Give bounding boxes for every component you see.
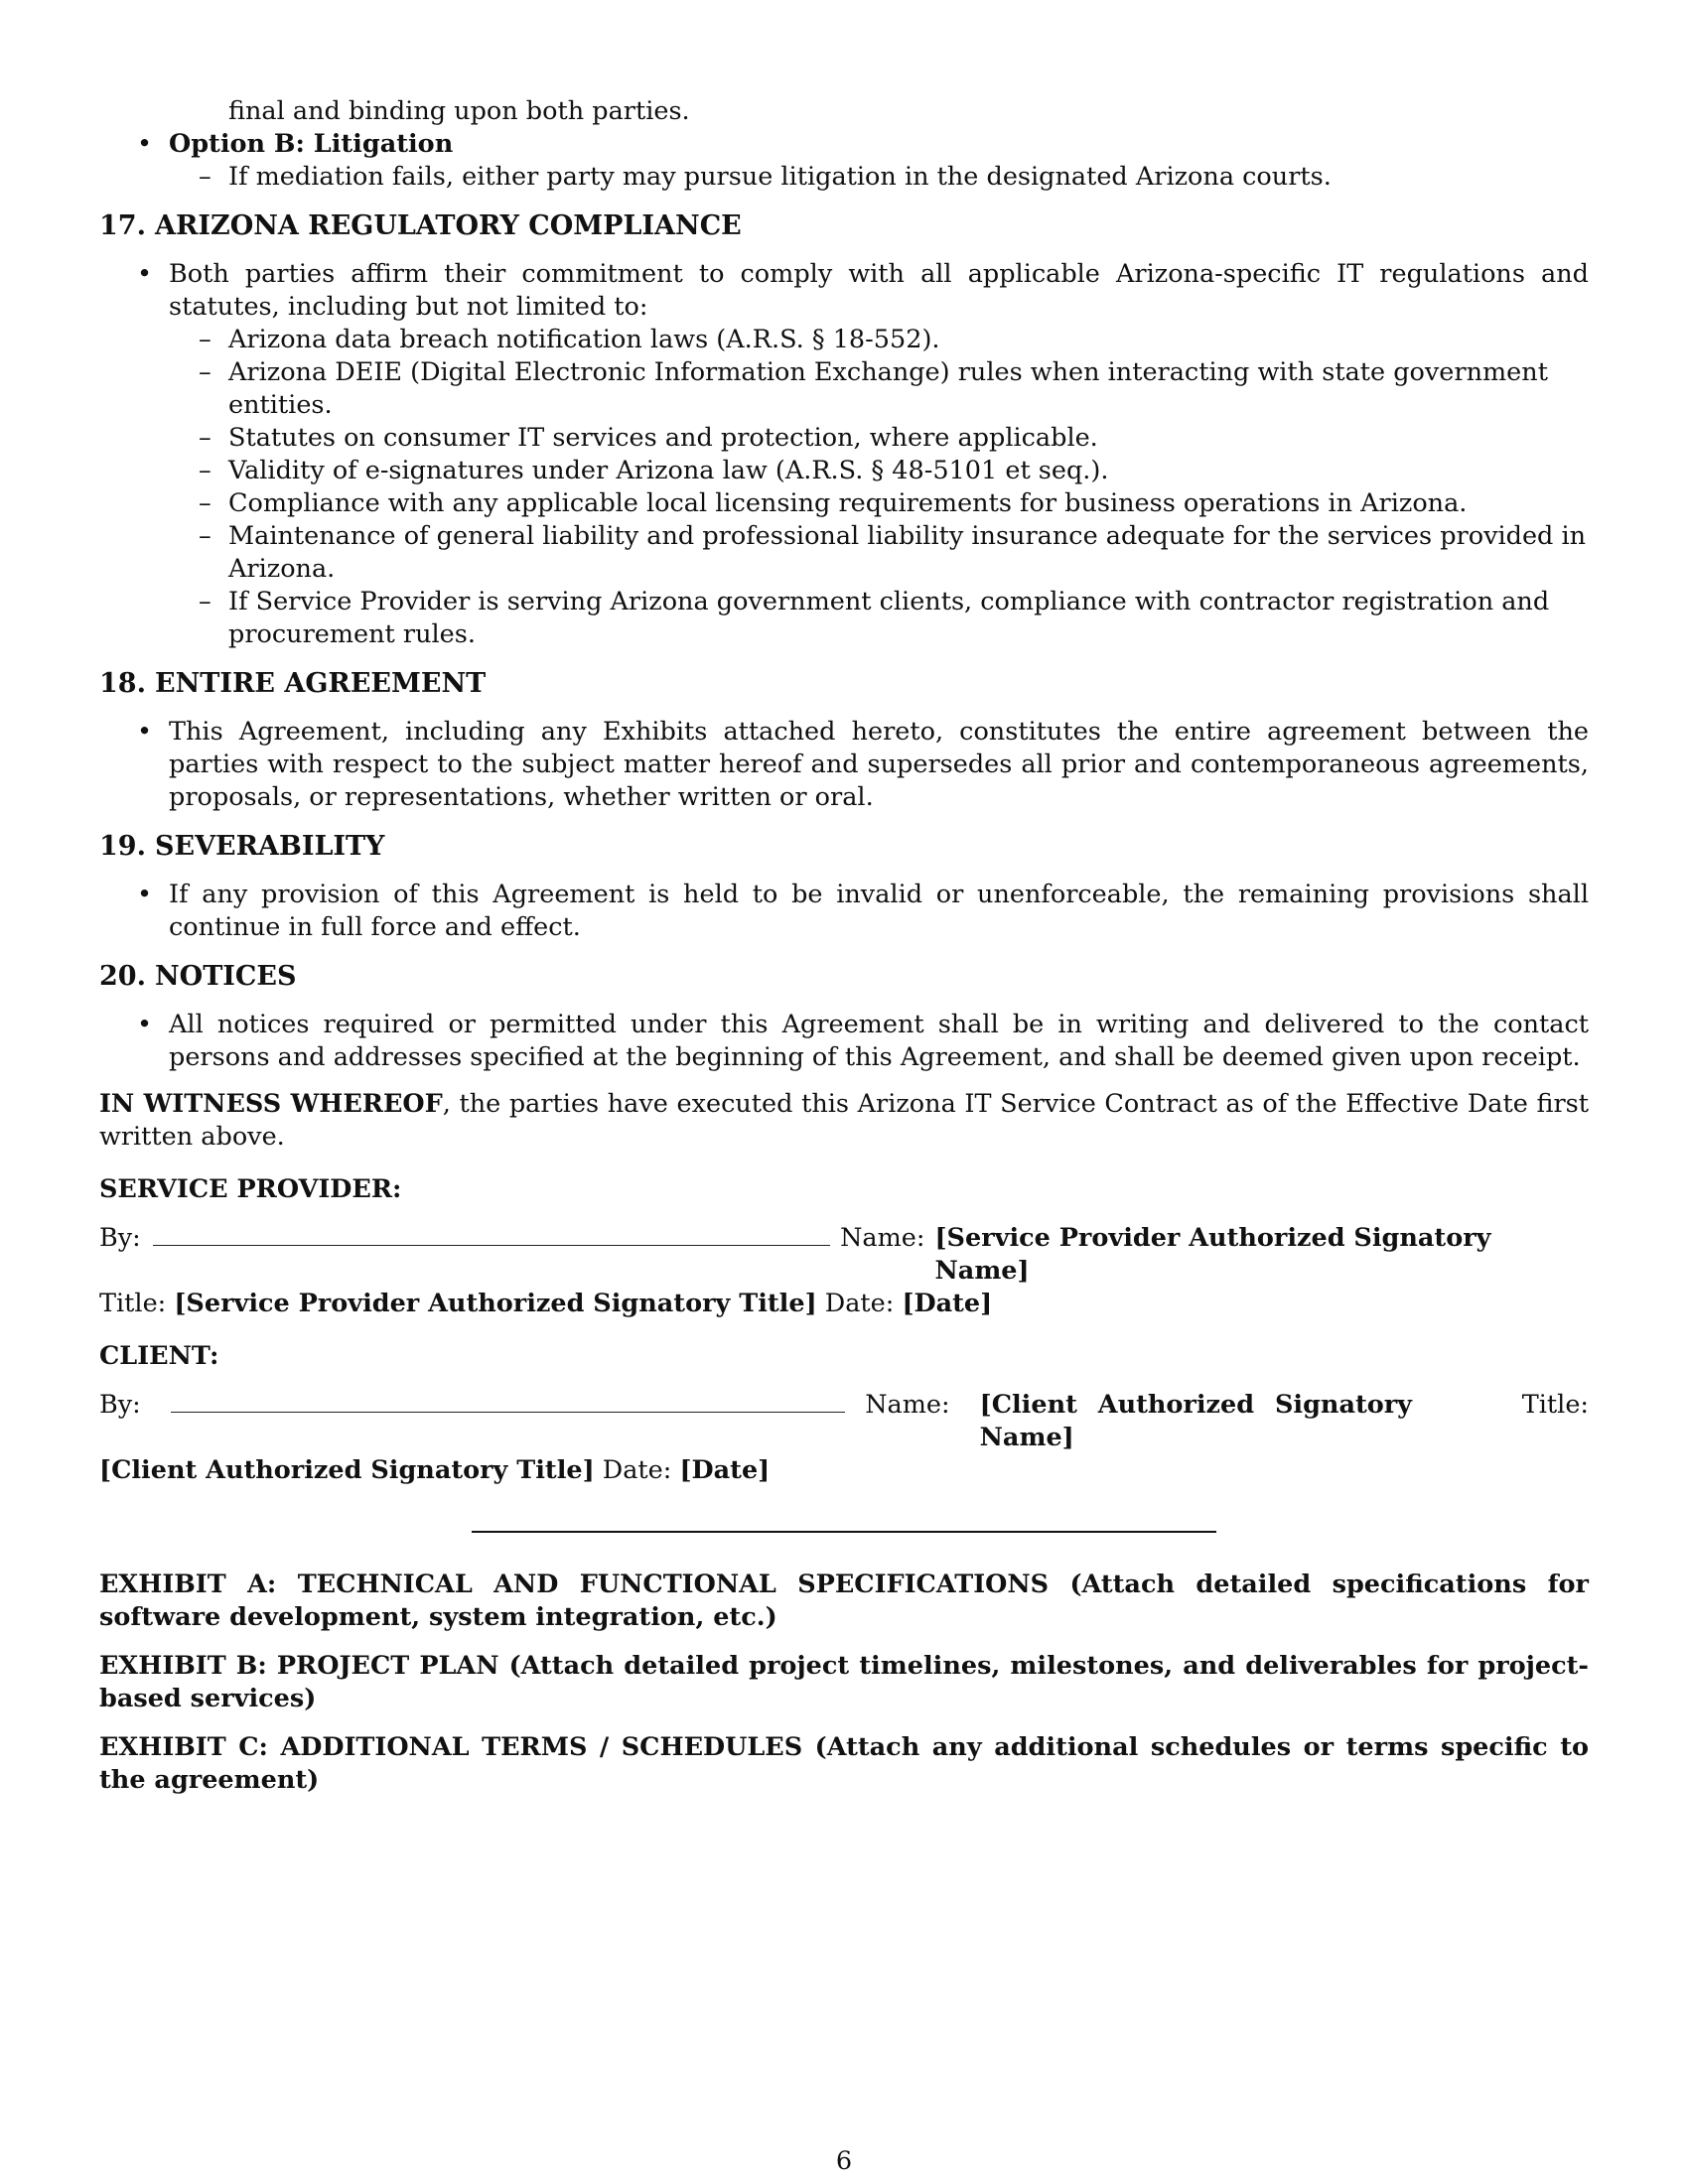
- section-title: ENTIRE AGREEMENT: [155, 668, 487, 699]
- service-provider-signature-block: [99, 1222, 1589, 1320]
- section-17-intro: Both parties affirm their commitment to comply with all applicable Arizona-specific IT regulations and statutes, including but not limited to:: [169, 259, 1589, 322]
- bullet-icon: •: [137, 129, 153, 159]
- compliance-item: Statutes on consumer IT services and protection, where applicable.: [228, 423, 1098, 453]
- bullet-icon: •: [137, 717, 153, 747]
- compliance-item: Compliance with any applicable local licensing requirements for business operations in Arizona.: [228, 488, 1468, 518]
- section-number: 19.: [99, 831, 146, 862]
- service-provider-heading: SERVICE PROVIDER:: [99, 1174, 402, 1204]
- witness-text: , the parties have executed this Arizona IT Service Contract as of the Effective Date first written above.: [99, 1089, 1590, 1152]
- dash-icon: –: [199, 325, 211, 354]
- option-b-text: If mediation fails, either party may pursue litigation in the designated Arizona courts.: [228, 162, 1332, 192]
- section-20-text: All notices required or permitted under this Agreement shall be in writing and delivered to the contact persons and addresses specified at the beginning of this Agreement, and shall be deemed given upon receipt.: [169, 1010, 1589, 1072]
- compliance-item: If Service Provider is serving Arizona government clients, compliance with contractor registration and procurement rules.: [228, 587, 1550, 649]
- by-label: By:: [99, 1223, 141, 1253]
- client-heading: CLIENT:: [99, 1341, 219, 1371]
- list-item: [99, 258, 1589, 324]
- compliance-item: Arizona DEIE (Digital Electronic Information Exchange) rules when interacting with state government entities.: [228, 357, 1548, 420]
- dash-icon: –: [199, 521, 211, 551]
- list-item: [99, 879, 1589, 944]
- exhibit-a: EXHIBIT A: TECHNICAL AND FUNCTIONAL SPECIFICATIONS (Attach detailed specifications for software development, system integration, etc.): [99, 1570, 1589, 1632]
- witness-paragraph: [99, 1088, 1589, 1154]
- section-number: 20.: [99, 961, 146, 992]
- dash-icon: –: [199, 488, 211, 518]
- section-heading-17: [99, 209, 1589, 242]
- signature-line[interactable]: [171, 1392, 845, 1413]
- dash-icon: –: [199, 423, 211, 453]
- list-item: [99, 586, 1589, 651]
- bullet-icon: •: [137, 880, 153, 909]
- dash-icon: –: [199, 587, 211, 616]
- list-item: [99, 487, 1589, 520]
- document-page: [99, 95, 1589, 1813]
- compliance-item: Maintenance of general liability and professional liability insurance adequate for the services provided in Arizona.: [228, 521, 1587, 584]
- exhibit-c: EXHIBIT C: ADDITIONAL TERMS / SCHEDULES (Attach any additional schedules or terms specific to the agreement): [99, 1732, 1589, 1795]
- horizontal-rule: [472, 1531, 1216, 1533]
- bullet-icon: •: [137, 1010, 153, 1039]
- section-heading-18: [99, 667, 1589, 700]
- by-label: By:: [99, 1390, 141, 1420]
- compliance-item: Arizona data breach notification laws (A.R.S. § 18-552).: [228, 325, 940, 354]
- list-item: [99, 520, 1589, 586]
- title-label: Title:: [99, 1289, 167, 1318]
- section-title: SEVERABILITY: [155, 831, 385, 862]
- title-label: Title:: [1521, 1390, 1589, 1420]
- dash-icon: –: [199, 162, 211, 192]
- section-number: 17.: [99, 210, 146, 241]
- section-title: ARIZONA REGULATORY COMPLIANCE: [155, 210, 742, 241]
- compliance-item: Validity of e-signatures under Arizona law (A.R.S. § 48-5101 et seq.).: [228, 456, 1109, 485]
- client-signature-block: [99, 1389, 1589, 1487]
- title-value: [Client Authorized Signatory Title]: [99, 1455, 595, 1485]
- option-b-label: Option B: Litigation: [169, 129, 454, 159]
- signature-line[interactable]: [153, 1225, 830, 1246]
- date-label: Date:: [602, 1455, 672, 1485]
- option-b-item: [99, 128, 1589, 161]
- name-value: [Client Authorized Signatory Name]: [979, 1390, 1412, 1452]
- date-value: [Date]: [902, 1289, 993, 1318]
- section-heading-19: [99, 830, 1589, 863]
- title-value: [Service Provider Authorized Signatory Title]: [174, 1289, 817, 1318]
- section-19-text: If any provision of this Agreement is held to be invalid or unenforceable, the remaining provisions shall continue in full force and effect.: [169, 880, 1589, 942]
- section-18-text: This Agreement, including any Exhibits attached hereto, constitutes the entire agreement between the parties with respect to the subject matter hereof and supersedes all prior and contemporaneous agreements, proposals, or representations, whether written or oral.: [169, 717, 1589, 812]
- list-item: [99, 422, 1589, 455]
- name-value: [Service Provider Authorized Signatory Name]: [934, 1223, 1491, 1286]
- witness-lead: IN WITNESS WHEREOF: [99, 1089, 443, 1119]
- section-heading-20: [99, 960, 1589, 993]
- date-value: [Date]: [679, 1455, 771, 1485]
- list-item: [99, 356, 1589, 422]
- dash-icon: –: [199, 357, 211, 387]
- list-item: [99, 455, 1589, 487]
- section-title: NOTICES: [155, 961, 297, 992]
- list-item: [99, 716, 1589, 814]
- option-b-subitem: [99, 161, 1589, 194]
- section-number: 18.: [99, 668, 146, 699]
- bullet-icon: •: [137, 259, 153, 289]
- exhibit-b: EXHIBIT B: PROJECT PLAN (Attach detailed project timelines, milestones, and deliverables for project-based services): [99, 1651, 1589, 1713]
- dash-icon: –: [199, 456, 211, 485]
- list-item: [99, 324, 1589, 356]
- page-number: 6: [835, 2146, 853, 2176]
- date-label: Date:: [824, 1289, 895, 1318]
- name-label: Name:: [840, 1223, 925, 1253]
- list-item: [99, 1009, 1589, 1074]
- name-label: Name:: [865, 1390, 950, 1420]
- continued-text: final and binding upon both parties.: [228, 96, 690, 126]
